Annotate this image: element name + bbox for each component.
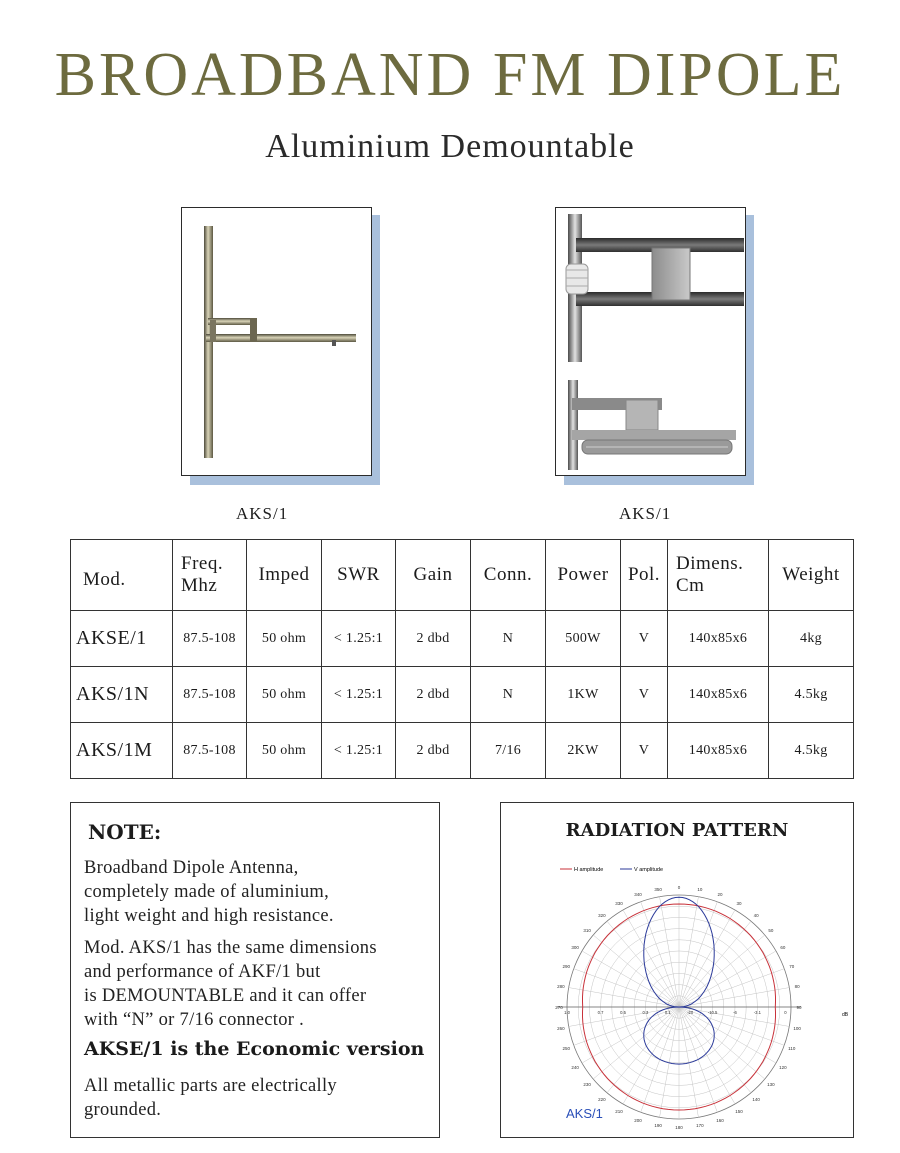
cell-gain: 2 dbd [396, 667, 471, 723]
header-power: Power [546, 540, 621, 611]
angle-label: 310 [583, 927, 591, 933]
note-line: is DEMOUNTABLE and it can offer [84, 986, 367, 1006]
angle-label: 160 [716, 1117, 724, 1123]
ring-label: 1.0 [564, 1010, 570, 1015]
note-paragraph-demountable [84, 936, 377, 1032]
header-freq [173, 540, 247, 611]
cell-model: AKS/1N [71, 667, 173, 723]
cell-pol: V [621, 723, 668, 779]
cell-weight: 4.5kg [769, 723, 854, 779]
angle-label: 260 [557, 1025, 565, 1031]
header-weight: Weight [769, 540, 854, 611]
page-title: BROADBAND FM DIPOLE [54, 41, 846, 109]
ring-label: 0.1 [664, 1010, 671, 1015]
note-line: light weight and high resistance. [84, 906, 334, 926]
cell-pol: V [621, 667, 668, 723]
legend-v-label: V amplitude [634, 867, 664, 873]
cell-freq: 87.5-108 [173, 667, 247, 723]
dipole-detail-illustration [556, 208, 745, 475]
angle-label: 280 [557, 984, 565, 990]
cell-power: 500W [546, 611, 621, 667]
table-row [71, 611, 854, 667]
radiation-title: RADIATION PATTERN [565, 820, 789, 841]
note-paragraph-grounded [84, 1074, 337, 1122]
header-swr: SWR [322, 540, 396, 611]
cell-weight: 4kg [769, 611, 854, 667]
spec-table [70, 539, 854, 779]
angle-label: 60 [780, 945, 786, 950]
ring-label: -3.1 [753, 1010, 762, 1015]
ring-label: -20 [687, 1010, 694, 1015]
cell-freq: 87.5-108 [173, 723, 247, 779]
cell-power: 2KW [546, 723, 621, 779]
note-line: Broadband Dipole Antenna, [84, 858, 299, 878]
angle-label: 110 [788, 1046, 796, 1052]
ring-label: -6 [733, 1010, 737, 1015]
note-line: with “N” or 7/16 connector . [84, 1010, 305, 1030]
header-dimens-line1: Dimens. [676, 553, 744, 574]
cell-model: AKS/1M [71, 723, 173, 779]
angle-label: 0 [677, 885, 681, 890]
radiation-pattern-chart [502, 850, 850, 1134]
angle-label: 40 [753, 913, 759, 919]
note-line: Mod. AKS/1 has the same dimensions [84, 938, 377, 958]
angle-label: 340 [634, 892, 642, 898]
angle-label: 190 [654, 1123, 662, 1129]
table-row [71, 667, 854, 723]
ring-label: -10.5 [707, 1010, 718, 1015]
legend-h-label: H amplitude [574, 867, 604, 873]
angle-label: 150 [735, 1108, 743, 1114]
note-title: NOTE: [88, 820, 162, 844]
cell-weight: 4.5kg [769, 667, 854, 723]
cell-dimens: 140x85x6 [668, 723, 769, 779]
cell-swr: < 1.25:1 [322, 667, 396, 723]
header-dimens [668, 540, 769, 611]
note-line: and performance of AKF/1 but [84, 962, 321, 982]
angle-label: 30 [736, 901, 742, 907]
angle-label: 120 [779, 1065, 787, 1070]
header-mod: Mod. [71, 540, 173, 611]
header-pol: Pol. [621, 540, 668, 611]
header-imped: Imped [247, 540, 322, 611]
db-unit-label: dB [842, 1012, 849, 1018]
note-line: All metallic parts are electrically [84, 1076, 337, 1096]
cell-swr: < 1.25:1 [322, 611, 396, 667]
angle-label: 240 [571, 1065, 579, 1070]
cell-conn: N [471, 611, 546, 667]
angle-label: 290 [562, 963, 570, 969]
header-freq-line2: Mhz [181, 575, 218, 596]
angle-label: 300 [571, 945, 579, 950]
header-conn: Conn. [471, 540, 546, 611]
ring-label: 0.7 [597, 1010, 604, 1015]
angle-label: 230 [583, 1082, 591, 1088]
cell-imped: 50 ohm [247, 667, 322, 723]
ring-label: 0.3 [642, 1010, 649, 1015]
ring-label: 0.5 [620, 1010, 626, 1015]
header-freq-line1: Freq. [181, 553, 224, 574]
header-gain: Gain [396, 540, 471, 611]
photo-dipole-full [181, 207, 372, 476]
page-subtitle: Aluminium Demountable [265, 128, 635, 165]
ring-label: 0 [784, 1010, 787, 1015]
cell-gain: 2 dbd [396, 723, 471, 779]
angle-label: 170 [696, 1123, 704, 1129]
angle-label: 50 [768, 927, 774, 933]
angle-label: 270 [555, 1005, 563, 1010]
angle-label: 80 [794, 984, 800, 990]
cell-conn: N [471, 667, 546, 723]
cell-model: AKSE/1 [71, 611, 173, 667]
table-row [71, 723, 854, 779]
angle-label: 180 [675, 1125, 683, 1130]
angle-label: 20 [717, 892, 723, 898]
angle-label: 90 [796, 1005, 802, 1010]
angle-label: 100 [793, 1025, 801, 1031]
cell-power: 1KW [546, 667, 621, 723]
angle-label: 130 [767, 1082, 775, 1088]
cell-gain: 2 dbd [396, 611, 471, 667]
header-dimens-line2: Cm [676, 575, 705, 596]
cell-imped: 50 ohm [247, 611, 322, 667]
cell-pol: V [621, 611, 668, 667]
note-economic-version: AKSE/1 is the Economic version [84, 1038, 425, 1060]
angle-label: 140 [752, 1096, 760, 1102]
note-paragraph-description [84, 856, 334, 928]
cell-conn: 7/16 [471, 723, 546, 779]
cell-dimens: 140x85x6 [668, 667, 769, 723]
angle-label: 200 [634, 1117, 642, 1123]
angle-label: 10 [697, 886, 703, 892]
angle-label: 210 [615, 1108, 623, 1114]
cell-dimens: 140x85x6 [668, 611, 769, 667]
angle-label: 250 [562, 1046, 570, 1052]
photo-caption-right: AKS/1 [619, 504, 672, 523]
angle-label: 320 [598, 913, 606, 919]
photo-dipole-detail [555, 207, 746, 476]
cell-freq: 87.5-108 [173, 611, 247, 667]
dipole-illustration [182, 208, 371, 475]
angle-label: 220 [598, 1096, 606, 1102]
note-line: completely made of aluminium, [84, 882, 330, 902]
angle-label: 70 [789, 963, 795, 969]
cell-swr: < 1.25:1 [322, 723, 396, 779]
angle-label: 350 [654, 886, 662, 892]
cell-imped: 50 ohm [247, 723, 322, 779]
radiation-model-label: AKS/1 [566, 1106, 603, 1121]
photo-caption-left: AKS/1 [236, 504, 289, 523]
angle-label: 330 [615, 901, 623, 907]
table-header-row [71, 540, 854, 611]
note-line: grounded. [84, 1100, 162, 1120]
